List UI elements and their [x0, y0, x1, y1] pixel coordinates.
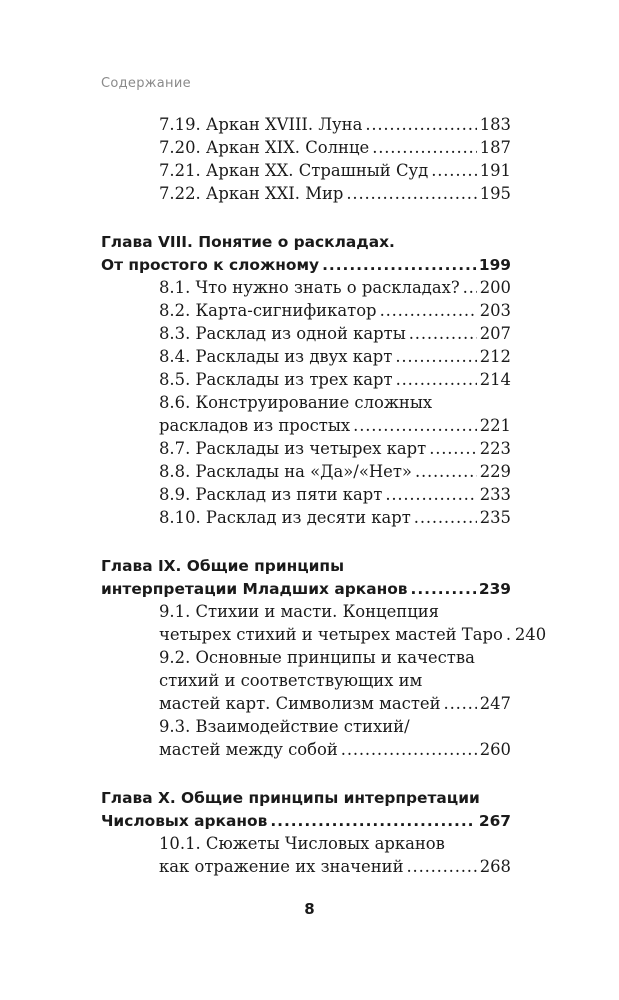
dot-leader	[409, 322, 477, 346]
page-number: 8	[304, 900, 315, 918]
chapter-title: Глава VIII. Понятие о раскладах.	[101, 233, 395, 251]
toc-entry[interactable]	[159, 159, 511, 183]
toc-entry[interactable]	[159, 506, 511, 530]
dot-leader	[270, 809, 476, 833]
toc-entry[interactable]	[159, 646, 511, 670]
toc-entry-title: 8.7. Расклады из четырех карт	[159, 439, 427, 458]
dot-leader	[411, 577, 476, 601]
chapter-title: Глава X. Общие принципы интерпретации	[101, 789, 480, 807]
toc-page-number: 267	[478, 812, 511, 830]
chapter-heading[interactable]	[101, 809, 511, 833]
dot-leader	[396, 368, 477, 392]
toc-entry[interactable]	[159, 182, 511, 206]
toc-page-number: 247	[479, 694, 511, 713]
toc-entry[interactable]	[159, 345, 511, 369]
chapter-heading[interactable]	[101, 577, 511, 601]
chapter-title: От простого к сложному	[101, 256, 320, 274]
toc-entry-title: 8.2. Карта-сигнификатор	[159, 301, 377, 320]
toc-entry[interactable]	[159, 414, 511, 438]
toc-page-number: 240	[514, 625, 547, 644]
chapter-heading[interactable]	[101, 786, 511, 810]
toc-entry-title: 8.4. Расклады из двух карт	[159, 347, 393, 366]
toc-page-number: 212	[479, 347, 511, 366]
toc-entry[interactable]	[159, 136, 511, 160]
toc-page-number: 223	[479, 439, 511, 458]
dot-leader	[463, 276, 477, 300]
dot-leader	[353, 414, 477, 438]
toc-entry[interactable]	[159, 460, 511, 484]
chapter-title: интерпретации Младших арканов	[101, 580, 408, 598]
toc-entry[interactable]	[159, 113, 511, 137]
toc-entry-title: 8.8. Расклады на «Да»/«Нет»	[159, 462, 412, 481]
dot-leader	[407, 855, 477, 879]
toc-entry[interactable]	[159, 483, 511, 507]
chapter-heading[interactable]	[101, 253, 511, 277]
toc-entry[interactable]	[159, 299, 511, 323]
toc-page-number: 229	[479, 462, 511, 481]
toc-entry-title: 8.1. Что нужно знать о раскладах?	[159, 278, 460, 297]
toc-entry-title: 9.3. Взаимодействие стихий/	[159, 717, 410, 736]
dot-leader	[372, 136, 477, 160]
chapter-heading[interactable]	[101, 554, 511, 578]
toc-page-number: 183	[479, 115, 511, 134]
toc-page-number: 200	[479, 278, 511, 297]
toc-entry[interactable]	[159, 738, 511, 762]
toc-entry[interactable]	[159, 715, 511, 739]
toc-entry-title: 8.3. Расклад из одной карты	[159, 324, 406, 343]
toc-entry-title: мастей между собой	[159, 740, 338, 759]
toc-entry-title: как отражение их значений	[159, 857, 404, 876]
toc-page-number: 195	[479, 184, 511, 203]
toc-entry-title: 10.1. Сюжеты Числовых арканов	[159, 834, 445, 853]
toc-entry-title: стихий и соответствующих им	[159, 671, 423, 690]
toc-entry-title: 8.10. Расклад из десяти карт	[159, 508, 411, 527]
toc-entry[interactable]	[159, 832, 511, 856]
toc-entry[interactable]	[159, 276, 511, 300]
dot-leader	[414, 506, 477, 530]
dot-leader	[346, 182, 476, 206]
toc-page-number: 199	[478, 256, 511, 274]
toc-entry-title: 8.6. Конструирование сложных	[159, 393, 433, 412]
toc-entry[interactable]	[159, 600, 511, 624]
chapter-title: Глава IX. Общие принципы	[101, 557, 344, 575]
dot-leader	[385, 483, 476, 507]
toc-entry[interactable]	[159, 692, 511, 716]
toc-page-number: 233	[479, 485, 511, 504]
toc-entry[interactable]	[159, 623, 547, 647]
toc-page-number: 207	[479, 324, 511, 343]
dot-leader	[380, 299, 477, 323]
dot-leader	[341, 738, 477, 762]
toc-page-number: 268	[479, 857, 511, 876]
toc-page-number: 214	[479, 370, 511, 389]
toc-page-number: 191	[479, 161, 511, 180]
toc-entry[interactable]	[159, 669, 511, 693]
toc-entry[interactable]	[159, 368, 511, 392]
toc-page-number: 221	[479, 416, 511, 435]
chapter-title: Числовых арканов	[101, 812, 268, 830]
dot-leader	[322, 253, 476, 277]
dot-leader	[395, 345, 476, 369]
toc-entry-title: четырех стихий и четырех мастей Таро	[159, 625, 503, 644]
toc-entry-title: 7.19. Аркан XVIII. Луна	[159, 115, 363, 134]
toc-page-number: 235	[479, 508, 511, 527]
dot-leader	[444, 692, 477, 716]
toc-entry[interactable]	[159, 855, 511, 879]
toc-entry-title: раскладов из простых	[159, 416, 351, 435]
toc-entry-title: 9.1. Стихии и масти. Концепция	[159, 602, 440, 621]
running-head: Содержание	[101, 76, 191, 91]
toc-entry[interactable]	[159, 437, 511, 461]
toc-entry-title: 9.2. Основные принципы и качества	[159, 648, 475, 667]
toc-page-number: 260	[479, 740, 511, 759]
toc-entry-title: 8.5. Расклады из трех карт	[159, 370, 393, 389]
dot-leader	[365, 113, 476, 137]
toc-page-number: 239	[478, 580, 511, 598]
dot-leader	[506, 623, 512, 647]
toc-page-number: 187	[479, 138, 511, 157]
toc-entry-title: 7.21. Аркан XX. Страшный Суд	[159, 161, 429, 180]
toc-entry[interactable]	[159, 322, 511, 346]
toc-entry-title: мастей карт. Символизм мастей	[159, 694, 441, 713]
toc-page-number: 203	[479, 301, 511, 320]
toc-entry[interactable]	[159, 391, 511, 415]
dot-leader	[429, 437, 477, 461]
dot-leader	[415, 460, 477, 484]
dot-leader	[431, 159, 476, 183]
chapter-heading[interactable]	[101, 230, 511, 254]
toc-entry-title: 7.20. Аркан XIX. Солнце	[159, 138, 370, 157]
toc-entry-title: 7.22. Аркан XXI. Мир	[159, 184, 344, 203]
toc-entry-title: 8.9. Расклад из пяти карт	[159, 485, 383, 504]
